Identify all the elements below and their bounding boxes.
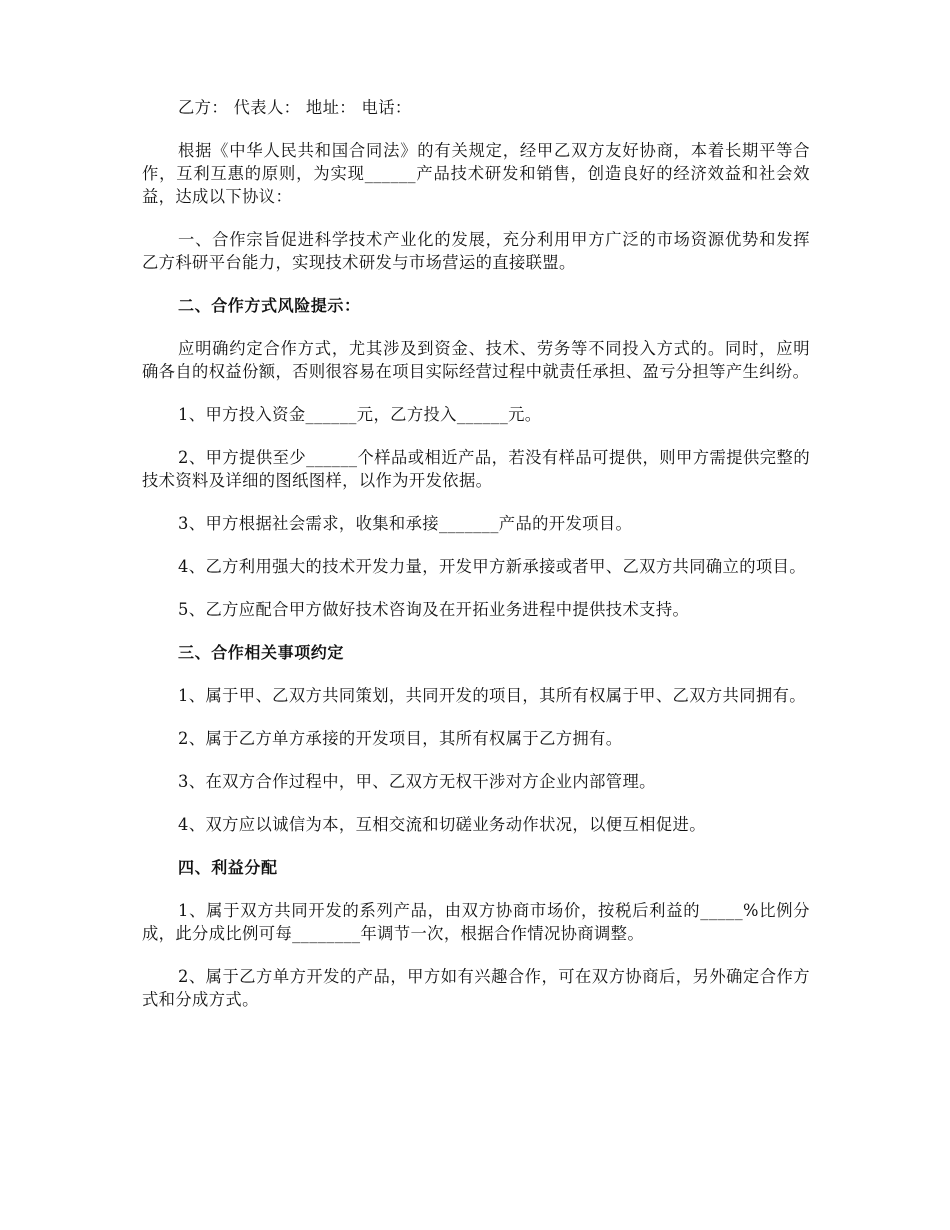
section-2-item-1: 1、甲方投入资金______元，乙方投入______元。 bbox=[178, 405, 542, 424]
document-body bbox=[142, 96, 810, 1031]
section-4-item-1: 1、属于双方共同开发的系列产品，由双方协商市场价，按税后利益的_____%比例分成，此分成比例可每________年调节一次，根据合作情况协商调整。 bbox=[142, 901, 810, 943]
intro-paragraph: 根据《中华人民共和国合同法》的有关规定，经甲乙双方友好协商，本着长期平等合作，互利互惠的原则，为实现______产品技术研发和销售，创造良好的经济效益和社会效益，达成以下协议： bbox=[142, 141, 810, 206]
section-2-item-3: 3、甲方根据社会需求，收集和承接_______产品的开发项目。 bbox=[178, 514, 633, 533]
section-3-item-1: 1、属于甲、乙双方共同策划，共同开发的项目，其所有权属于甲、乙双方共同拥有。 bbox=[178, 686, 806, 705]
section-3-item-2: 2、属于乙方单方承接的开发项目，其所有权属于乙方拥有。 bbox=[178, 729, 623, 748]
section-2-item-2: 2、甲方提供至少______个样品或相近产品，若没有样品可提供，则甲方需提供完整的技术资料及详细的图纸图样，以作为开发依据。 bbox=[142, 448, 810, 490]
section-2-item-4: 4、乙方利用强大的技术开发力量，开发甲方新承接或者甲、乙双方共同确立的项目。 bbox=[178, 557, 806, 576]
section-3-heading: 三、合作相关事项约定 bbox=[178, 643, 345, 662]
party-b-header-line: 乙方： 代表人： 地址： 电话： bbox=[178, 98, 412, 117]
section-2-heading: 二、合作方式风险提示： bbox=[178, 296, 361, 315]
section-2-item-5: 5、乙方应配合甲方做好技术咨询及在开拓业务进程中提供技术支持。 bbox=[178, 600, 690, 619]
section-2-note: 应明确约定合作方式，尤其涉及到资金、技术、劳务等不同投入方式的。同时，应明确各自的权益份额，否则很容易在项目实际经营过程中就责任承担、盈亏分担等产生纠纷。 bbox=[142, 339, 810, 381]
section-3-item-3: 3、在双方合作过程中，甲、乙双方无权干涉对方企业内部管理。 bbox=[178, 772, 656, 791]
section-3-item-4: 4、双方应以诚信为本，互相交流和切磋业务动作状况，以便互相促进。 bbox=[178, 815, 706, 834]
section-4-heading: 四、利益分配 bbox=[178, 858, 278, 877]
section-4-item-2: 2、属于乙方单方开发的产品，甲方如有兴趣合作，可在双方协商后，另外确定合作方式和分成方式。 bbox=[142, 967, 810, 1009]
section-1-paragraph: 一、合作宗旨促进科学技术产业化的发展，充分利用甲方广泛的市场资源优势和发挥乙方科研平台能力，实现技术研发与市场营运的直接联盟。 bbox=[142, 230, 810, 272]
